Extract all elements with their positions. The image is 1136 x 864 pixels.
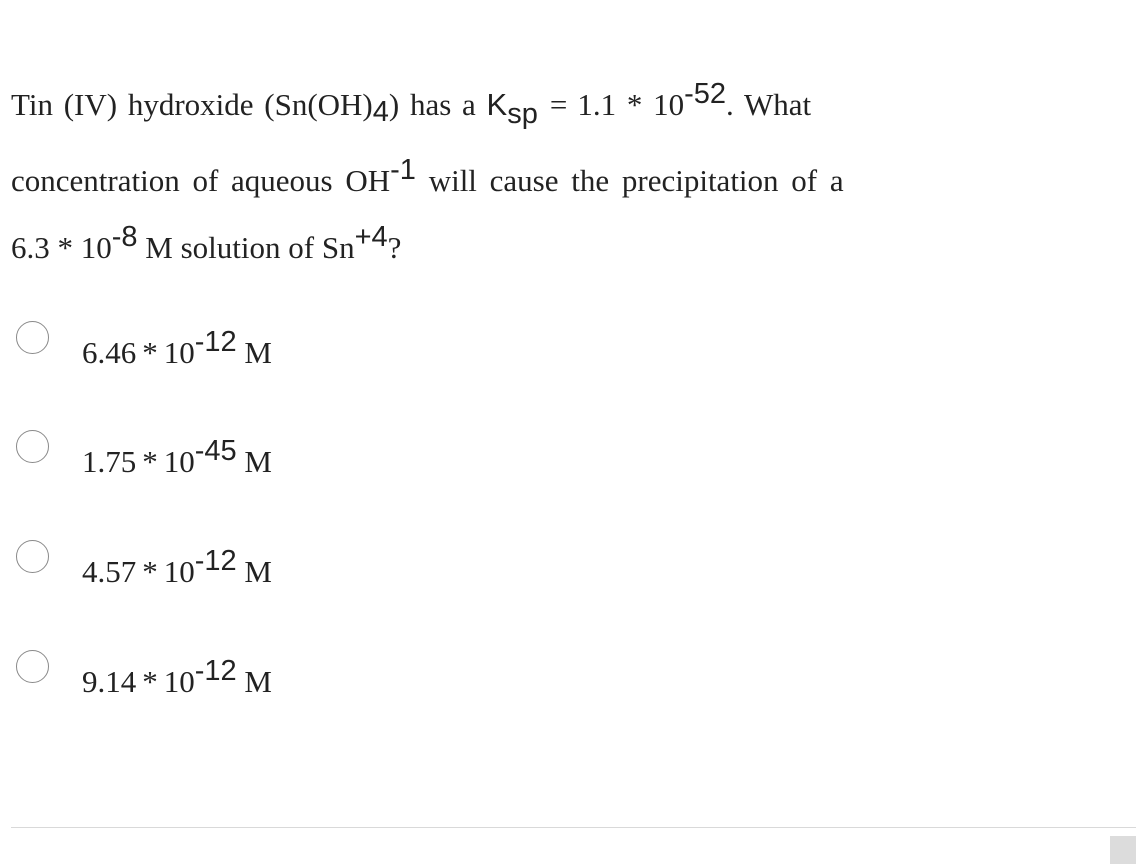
- question-line-1-has-a: ) has a: [388, 87, 487, 122]
- ksp-exponent: -52: [684, 78, 727, 110]
- divider: [11, 827, 1136, 828]
- option-base: 4.57: [82, 554, 137, 589]
- option-base: 9.14: [82, 664, 137, 699]
- option-exponent: -12: [194, 326, 237, 358]
- answer-option-1-label[interactable]: [82, 326, 272, 371]
- answer-option-2-label[interactable]: [82, 435, 272, 480]
- concentration-value: 6.3 * 10: [11, 230, 112, 265]
- question-line-2: [11, 154, 844, 199]
- multiply-sign: *: [142, 335, 158, 370]
- radio-button-4[interactable]: [16, 650, 49, 683]
- option-unit: M: [244, 444, 272, 479]
- option-unit: M: [244, 554, 272, 589]
- answer-option-4[interactable]: [16, 650, 516, 710]
- radio-button-2[interactable]: [16, 430, 49, 463]
- option-base: 6.46: [82, 335, 137, 370]
- option-exponent: -12: [194, 545, 237, 577]
- option-unit: M: [244, 664, 272, 699]
- ksp-value: 1.1 * 10: [577, 87, 685, 122]
- hydroxide-charge: -1: [390, 154, 416, 186]
- question-line-3-middle: M solution of Sn: [137, 230, 355, 265]
- answer-option-3-label[interactable]: [82, 545, 272, 590]
- answer-option-3[interactable]: [16, 540, 516, 600]
- option-exponent: -12: [194, 655, 237, 687]
- ksp-subscript: sp: [507, 98, 538, 130]
- radio-button-1[interactable]: [16, 321, 49, 354]
- tin-charge: +4: [354, 221, 388, 253]
- option-base: 1.75: [82, 444, 137, 479]
- option-ten: 10: [163, 554, 195, 589]
- multiply-sign: *: [142, 664, 158, 699]
- subscript-4: 4: [372, 96, 389, 128]
- question-line-3: [11, 221, 402, 266]
- multiply-sign: *: [142, 444, 158, 479]
- option-ten: 10: [163, 444, 195, 479]
- answer-option-1[interactable]: [16, 321, 516, 381]
- multiply-sign: *: [142, 554, 158, 589]
- question-line-2-text: concentration of aqueous OH: [11, 163, 391, 198]
- question-line-1: [11, 78, 812, 130]
- answer-option-2[interactable]: [16, 430, 516, 490]
- equals-sign: =: [549, 87, 568, 122]
- radio-button-3[interactable]: [16, 540, 49, 573]
- option-ten: 10: [163, 335, 195, 370]
- answer-option-4-label[interactable]: [82, 655, 272, 700]
- concentration-exponent: -8: [111, 221, 138, 253]
- ksp-k: K: [486, 87, 508, 122]
- question-line-2-tail: will cause the precipitation of a: [415, 163, 844, 198]
- option-exponent: -45: [194, 435, 237, 467]
- question-line-1-text: Tin (IV) hydroxide (Sn(OH): [11, 87, 373, 122]
- question-mark: ?: [387, 230, 402, 265]
- option-unit: M: [244, 335, 272, 370]
- option-ten: 10: [163, 664, 195, 699]
- scroll-corner: [1110, 836, 1136, 864]
- question-line-1-tail: . What: [726, 87, 812, 122]
